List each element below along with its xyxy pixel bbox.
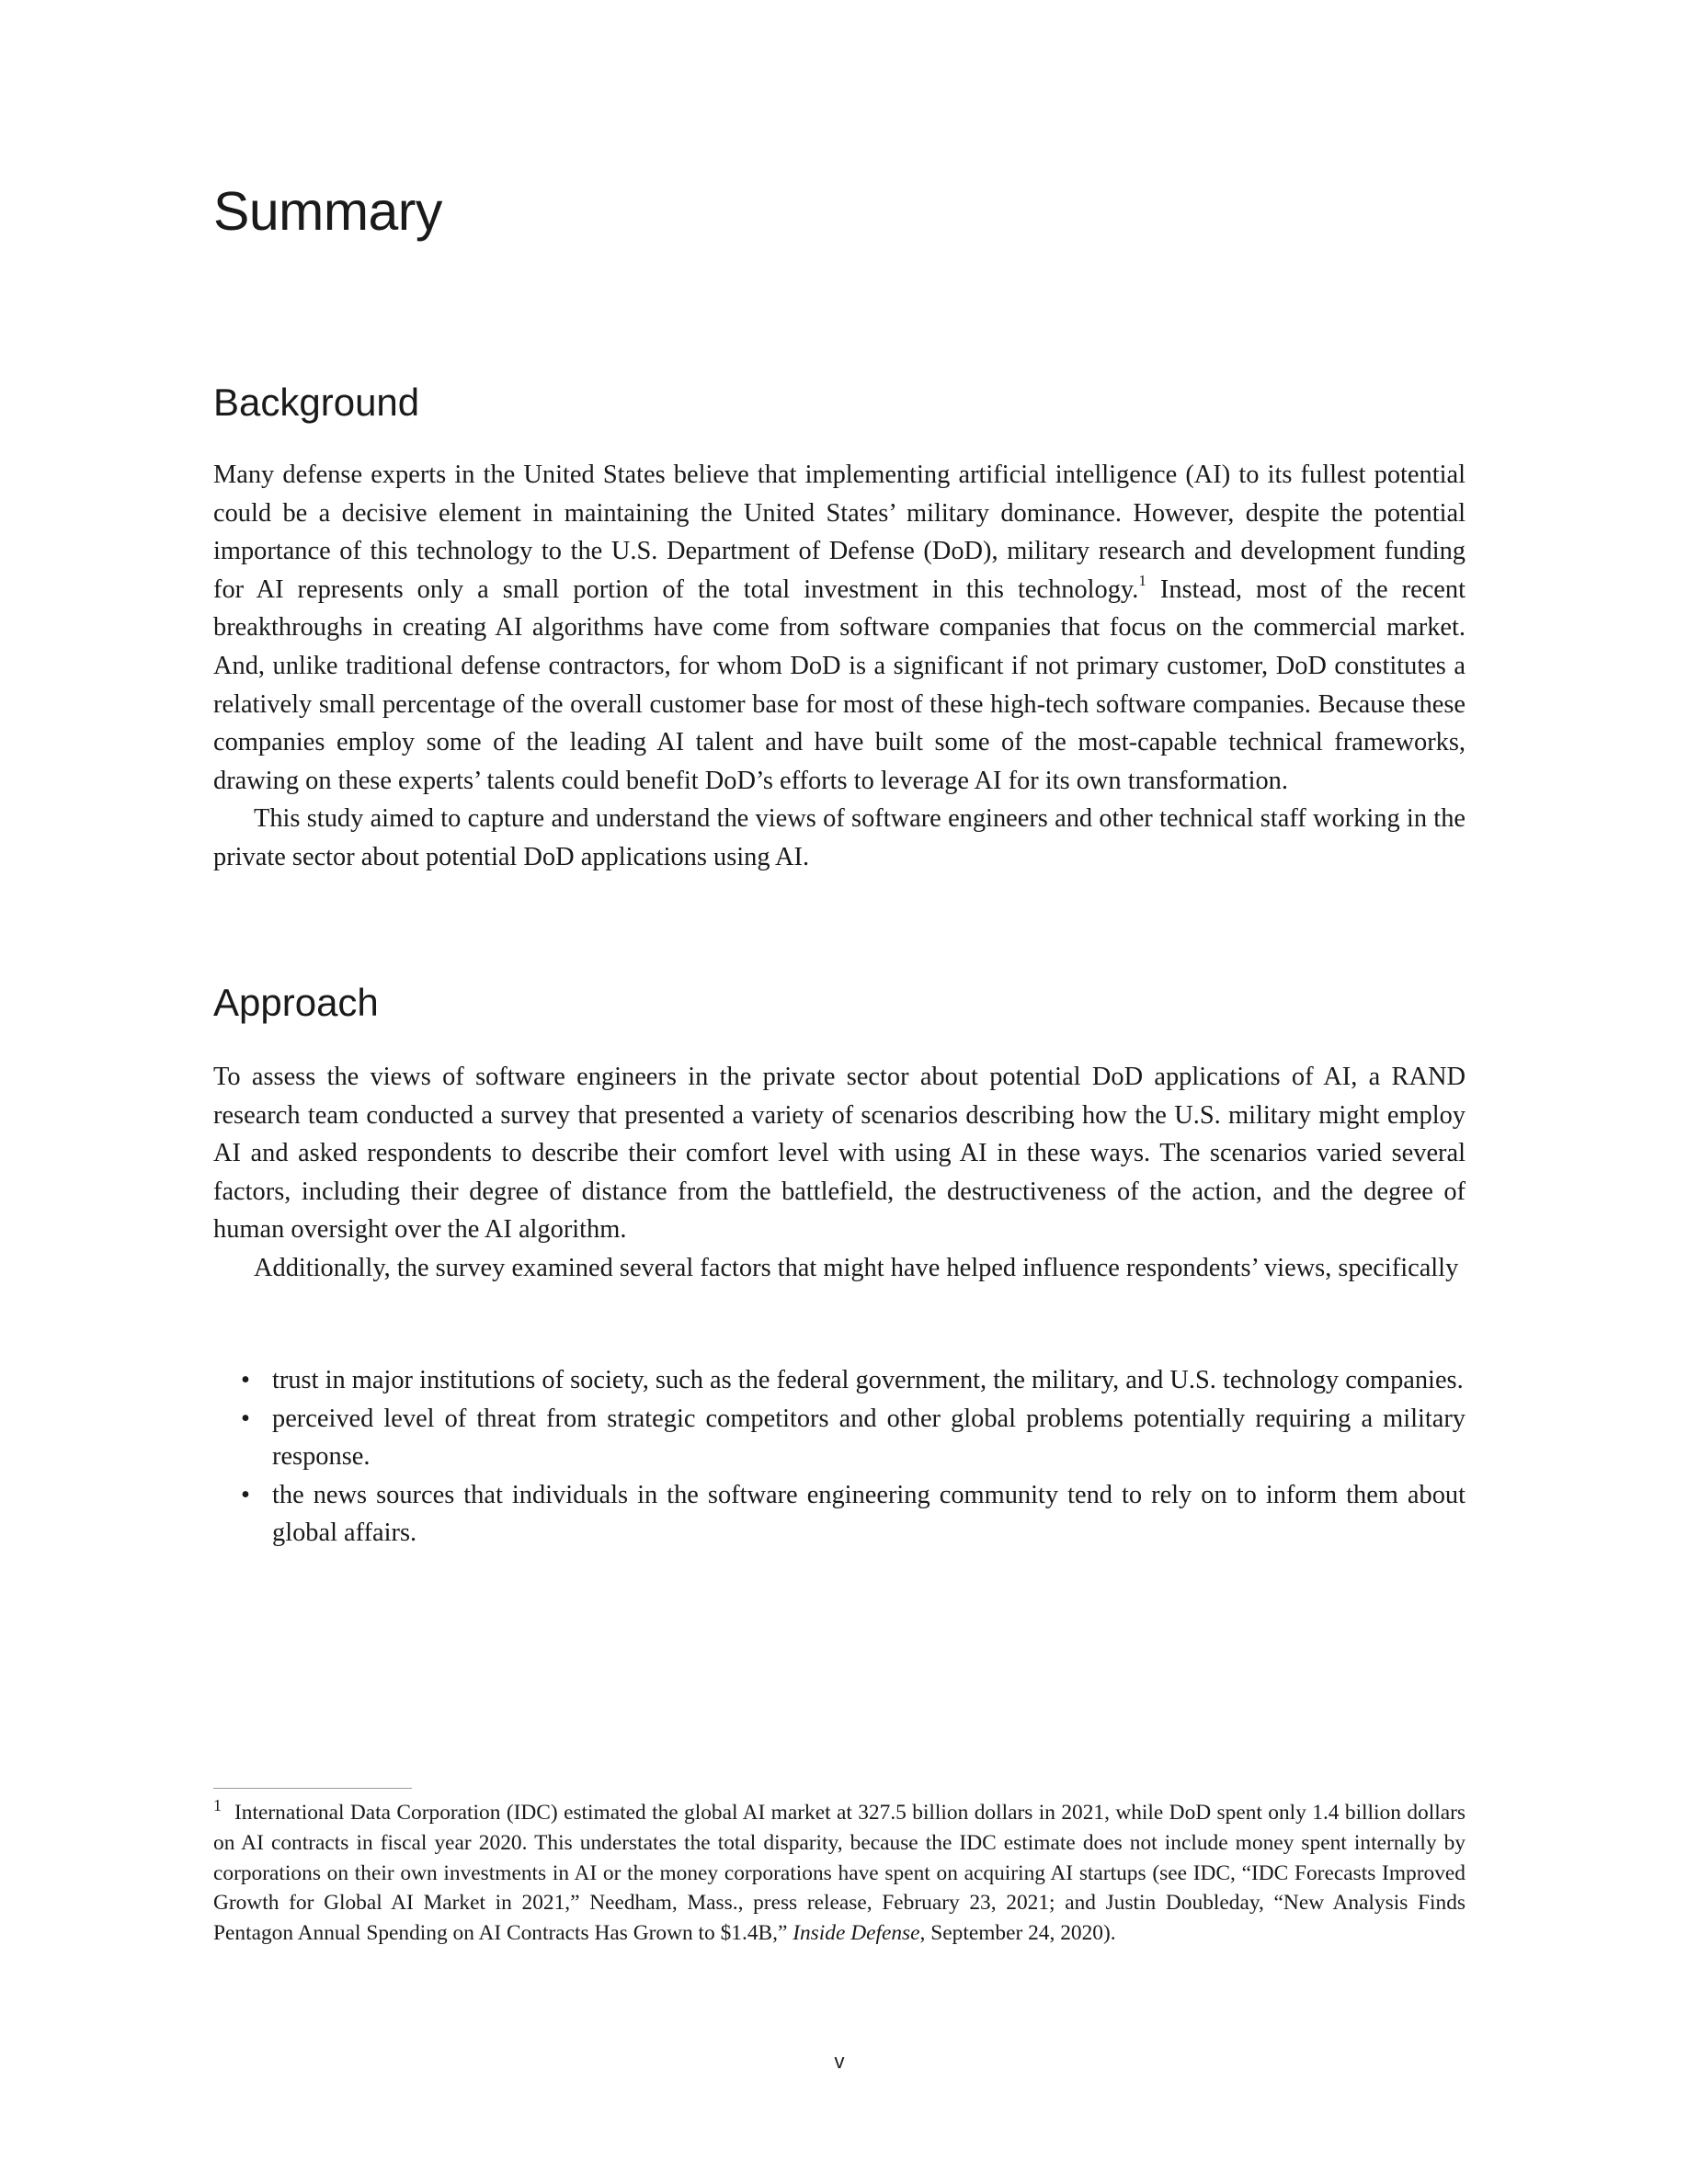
section-heading-background: Background [213,381,420,424]
footnote-number: 1 [213,1796,222,1815]
footnote [213,1798,1466,1949]
list-item-text: perceived level of threat from strategic competitors and other global problems potentially requiring a military response. [272,1404,1466,1472]
list-item [241,1361,1466,1400]
footnote-reference[interactable]: 1 [1138,572,1146,590]
background-paragraph-1-continued: Instead, most of the recent breakthroughs in creating AI algorithms have come from software companies that focus on the commercial market. And, unlike traditional defense contractors, for whom DoD is a significant if not primary customer, DoD constitutes a relatively small percentage of the overall customer base for most of these high-tech software companies. Because these companies employ some of the leading AI talent and have built some of the most-capable technical frameworks, drawing on these experts’ talents could benefit DoD’s efforts to leverage AI for its own transformation. [213,574,1466,795]
section-heading-approach: Approach [213,981,379,1024]
page-number: v [834,2050,845,2073]
document-page [213,0,1466,2184]
footnote-paragraph [213,1798,1466,1949]
bullet-icon: • [241,1366,250,1394]
list-item [241,1476,1466,1553]
background-paragraph-2: This study aimed to capture and understand the views of software engineers and other technical staff working in the private sector about potential DoD applications using AI. [213,804,1466,871]
list-item-text: the news sources that individuals in the software engineering community tend to rely on to inform them about global affairs. [272,1480,1466,1548]
chapter-title: Summary [213,181,442,242]
footnote-text: International Data Corporation (IDC) estimated the global AI market at 327.5 billion dollars in 2021, while DoD spent only 1.4 billion dollars on AI contracts in fiscal year 2020. This understates the total disparity, because the IDC estimate does not include money spent internally by corporations on their own investments in AI or the money corporations have spent on acquiring AI startups (see IDC, “IDC Forecasts Improved Growth for Global AI Market in 2021,” Needham, Mass., press release, February 23, 2021; and Justin Doubleday, “New Analysis Finds Pentagon Annual Spending on AI Contracts Has Grown to $1.4B,” [213,1801,1466,1946]
footnote-publication-title: Inside Defense [793,1921,920,1946]
background-section-text [213,456,1466,877]
approach-paragraph-2: Additionally, the survey examined several factors that might have helped influence respondents’ views, specifically [254,1253,1459,1282]
approach-section-text [213,1058,1466,1288]
background-paragraph-1 [213,456,1466,800]
footnote-divider [213,1788,412,1789]
footnote-text-end: , September 24, 2020). [919,1921,1116,1946]
list-item-text: trust in major institutions of society, such as the federal government, the military, and U.S. technology companies. [272,1366,1464,1394]
bullet-icon: • [241,1404,250,1433]
background-paragraph-1-text: Many defense experts in the United States believe that implementing artificial intelligence (AI) to its fullest potential could be a decisive element in maintaining the United States’ military dominance. However, despite the potential importance of this technology to the U.S. Department of Defense (DoD), military research and development funding for AI represents only a small portion of the total investment in this technology. [213,461,1466,604]
approach-paragraph-1: To assess the views of software engineers in the private sector about potential DoD applications of AI, a RAND research team conducted a survey that presented a variety of scenarios describing how the U.S. military might employ AI and asked respondents to describe their comfort level with using AI in these ways. The scenarios varied several factors, including their degree of distance from the battlefield, the destructiveness of the action, and the degree of human oversight over the AI algorithm. [213,1063,1466,1245]
factors-bullet-list [241,1361,1466,1553]
list-item [241,1400,1466,1476]
bullet-icon: • [241,1480,250,1509]
